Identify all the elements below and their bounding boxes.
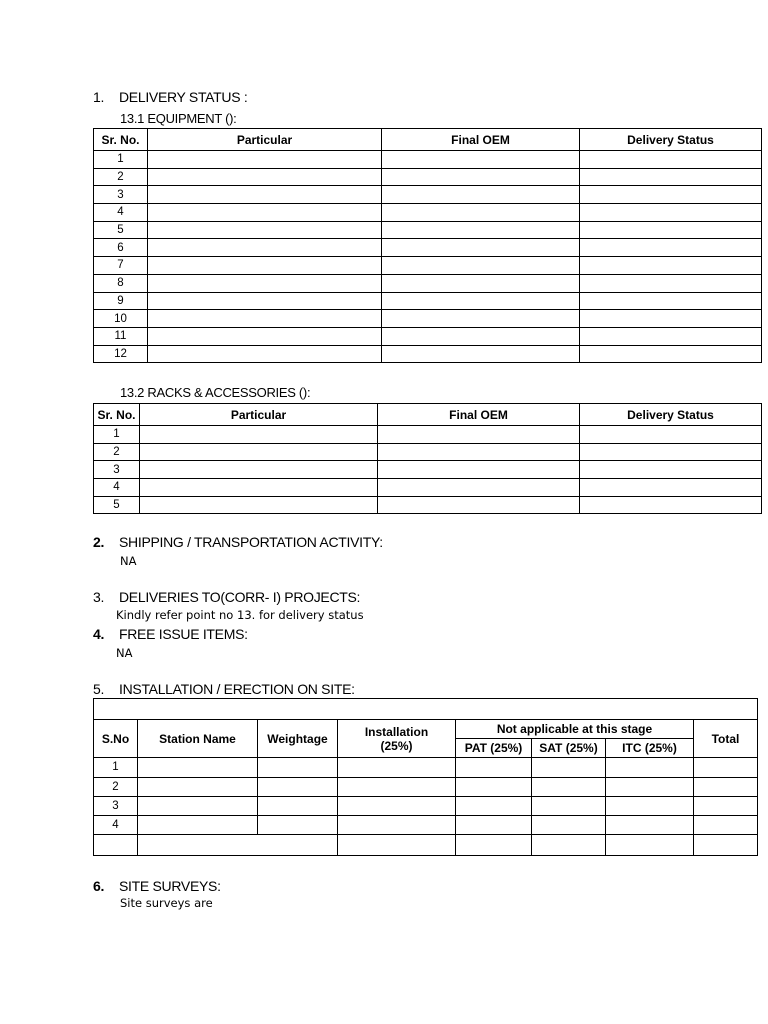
racks-table: [93, 403, 762, 514]
row-number-cell: 6: [94, 239, 148, 257]
section-4-body: NA: [116, 646, 133, 660]
empty-cell: [456, 796, 532, 815]
row-number-cell: 4: [94, 479, 140, 497]
empty-cell: [580, 292, 762, 310]
empty-cell: [338, 777, 456, 796]
table-row: [94, 815, 758, 834]
table-header-row: [94, 720, 758, 739]
empty-cell: [532, 815, 606, 834]
section-4-heading: [93, 626, 248, 642]
empty-cell: [148, 257, 382, 275]
header-installation: Installation (25%): [338, 720, 456, 758]
row-number-cell: 8: [94, 274, 148, 292]
section-number: 1.: [93, 89, 105, 105]
empty-cell: [382, 327, 580, 345]
empty-cell: [382, 239, 580, 257]
row-number-cell: 4: [94, 204, 148, 222]
empty-cell: [382, 151, 580, 169]
empty-cell: [382, 257, 580, 275]
header-final-oem: Final OEM: [382, 129, 580, 151]
table-row: [94, 796, 758, 815]
header-particular: Particular: [140, 404, 378, 426]
section-3-heading: [93, 589, 360, 605]
empty-cell: [606, 796, 694, 815]
empty-cell: [378, 479, 580, 497]
header-itc: ITC (25%): [606, 739, 694, 758]
section-number: 5.: [93, 681, 105, 697]
empty-cell: [580, 479, 762, 497]
row-number-cell: 2: [94, 777, 138, 796]
empty-cell: [378, 426, 580, 444]
row-number-cell: 2: [94, 168, 148, 186]
section-title: INSTALLATION / ERECTION ON SITE:: [119, 681, 355, 697]
empty-cell: [580, 443, 762, 461]
empty-cell: [382, 204, 580, 222]
section-2-heading: [93, 534, 383, 550]
section-title: FREE ISSUE ITEMS:: [119, 626, 248, 642]
empty-cell: [580, 327, 762, 345]
empty-cell: [580, 221, 762, 239]
header-pat: PAT (25%): [456, 739, 532, 758]
header-station-name: Station Name: [138, 720, 258, 758]
empty-cell: [580, 345, 762, 363]
empty-cell: [378, 461, 580, 479]
equipment-table: [93, 128, 762, 363]
section-2-body: NA: [120, 554, 137, 568]
blank-cell: [94, 699, 758, 720]
empty-cell: [606, 835, 694, 856]
empty-cell: [580, 257, 762, 275]
empty-cell: [382, 274, 580, 292]
row-number-cell: 5: [94, 221, 148, 239]
blank-top-row: [94, 699, 758, 720]
empty-cell: [456, 815, 532, 834]
empty-cell: [138, 815, 258, 834]
empty-cell: [378, 443, 580, 461]
table-row: [94, 777, 758, 796]
empty-cell: [580, 168, 762, 186]
section-3-body: Kindly refer point no 13. for delivery status: [116, 608, 364, 622]
row-number-cell: 1: [94, 758, 138, 777]
empty-cell: [580, 239, 762, 257]
empty-cell: [148, 204, 382, 222]
empty-cell: [382, 168, 580, 186]
table-header-row: [94, 129, 762, 151]
table-row: [94, 461, 762, 479]
section-number: 2.: [93, 534, 105, 550]
table-row: [94, 327, 762, 345]
header-sat: SAT (25%): [532, 739, 606, 758]
empty-cell: [580, 310, 762, 328]
row-number-cell: 4: [94, 815, 138, 834]
row-number-cell: 7: [94, 257, 148, 275]
empty-cell: [148, 239, 382, 257]
row-number-cell: 11: [94, 327, 148, 345]
empty-cell: [580, 204, 762, 222]
row-number-cell: 2: [94, 443, 140, 461]
section-number: 4.: [93, 626, 105, 642]
empty-cell: [532, 835, 606, 856]
subsection-13-2-title: 13.2 RACKS & ACCESSORIES ():: [120, 385, 311, 400]
empty-cell: [338, 815, 456, 834]
header-particular: Particular: [148, 129, 382, 151]
header-sno: S.No: [94, 720, 138, 758]
table-row: [94, 758, 758, 777]
empty-cell: [378, 496, 580, 514]
empty-cell: [138, 796, 258, 815]
empty-cell: [148, 151, 382, 169]
empty-cell: [580, 186, 762, 204]
empty-cell: [94, 835, 138, 856]
row-number-cell: 5: [94, 496, 140, 514]
empty-cell: [456, 835, 532, 856]
empty-cell: [580, 426, 762, 444]
empty-cell: [148, 310, 382, 328]
section-6-heading: [93, 878, 221, 894]
empty-cell: [258, 796, 338, 815]
section-5-heading: [93, 681, 355, 697]
empty-cell: [580, 461, 762, 479]
header-total: Total: [694, 720, 758, 758]
table-row: [94, 496, 762, 514]
empty-cell: [258, 815, 338, 834]
empty-cell: [338, 758, 456, 777]
header-delivery-status: Delivery Status: [580, 404, 762, 426]
row-number-cell: 12: [94, 345, 148, 363]
empty-cell: [382, 292, 580, 310]
empty-cell: [382, 221, 580, 239]
table-row: [94, 274, 762, 292]
empty-cell: [148, 292, 382, 310]
blank-total-row: [94, 835, 758, 856]
table-row: [94, 310, 762, 328]
row-number-cell: 3: [94, 796, 138, 815]
empty-cell: [580, 274, 762, 292]
empty-cell: [148, 221, 382, 239]
table-row: [94, 151, 762, 169]
section-title: DELIVERIES TO(CORR- I) PROJECTS:: [119, 589, 361, 605]
empty-cell: [148, 168, 382, 186]
empty-cell: [694, 815, 758, 834]
empty-cell: [140, 461, 378, 479]
row-number-cell: 9: [94, 292, 148, 310]
installation-table: [93, 698, 758, 856]
row-number-cell: 1: [94, 426, 140, 444]
empty-cell: [140, 443, 378, 461]
empty-cell: [148, 327, 382, 345]
empty-cell: [382, 345, 580, 363]
header-final-oem: Final OEM: [378, 404, 580, 426]
table-row: [94, 257, 762, 275]
table-row: [94, 479, 762, 497]
section-title: SHIPPING / TRANSPORTATION ACTIVITY:: [119, 534, 383, 550]
header-not-applicable: Not applicable at this stage: [456, 720, 694, 739]
table-header-row: [94, 404, 762, 426]
table-row: [94, 426, 762, 444]
table-row: [94, 292, 762, 310]
empty-cell: [580, 151, 762, 169]
empty-cell: [606, 777, 694, 796]
empty-cell: [258, 758, 338, 777]
empty-cell: [148, 345, 382, 363]
section-number: 6.: [93, 878, 105, 894]
header-delivery-status: Delivery Status: [580, 129, 762, 151]
empty-cell: [580, 496, 762, 514]
empty-cell: [148, 274, 382, 292]
empty-cell: [694, 777, 758, 796]
header-sr-no: Sr. No.: [94, 129, 148, 151]
empty-cell: [138, 777, 258, 796]
section-title: DELIVERY STATUS :: [119, 89, 248, 105]
empty-cell: [258, 777, 338, 796]
row-number-cell: 3: [94, 461, 140, 479]
table-row: [94, 345, 762, 363]
empty-cell: [148, 186, 382, 204]
empty-cell: [382, 310, 580, 328]
empty-cell: [694, 758, 758, 777]
empty-cell: [140, 496, 378, 514]
section-6-body: Site surveys are: [120, 896, 213, 910]
empty-cell: [694, 835, 758, 856]
row-number-cell: 3: [94, 186, 148, 204]
empty-cell: [456, 777, 532, 796]
empty-cell: [382, 186, 580, 204]
section-number: 3.: [93, 589, 105, 605]
empty-cell: [606, 758, 694, 777]
table-row: [94, 186, 762, 204]
empty-cell: [138, 758, 258, 777]
empty-cell: [532, 758, 606, 777]
empty-cell: [140, 479, 378, 497]
row-number-cell: 10: [94, 310, 148, 328]
section-1-heading: [93, 89, 247, 105]
empty-cell: [138, 835, 338, 856]
empty-cell: [456, 758, 532, 777]
empty-cell: [532, 777, 606, 796]
table-row: [94, 443, 762, 461]
empty-cell: [338, 796, 456, 815]
table-row: [94, 221, 762, 239]
empty-cell: [694, 796, 758, 815]
header-weightage: Weightage: [258, 720, 338, 758]
empty-cell: [606, 815, 694, 834]
header-sr-no: Sr. No.: [94, 404, 140, 426]
subsection-13-1-title: 13.1 EQUIPMENT ():: [120, 111, 237, 126]
empty-cell: [532, 796, 606, 815]
table-row: [94, 239, 762, 257]
empty-cell: [338, 835, 456, 856]
empty-cell: [140, 426, 378, 444]
row-number-cell: 1: [94, 151, 148, 169]
table-row: [94, 168, 762, 186]
table-row: [94, 204, 762, 222]
section-title: SITE SURVEYS:: [119, 878, 221, 894]
